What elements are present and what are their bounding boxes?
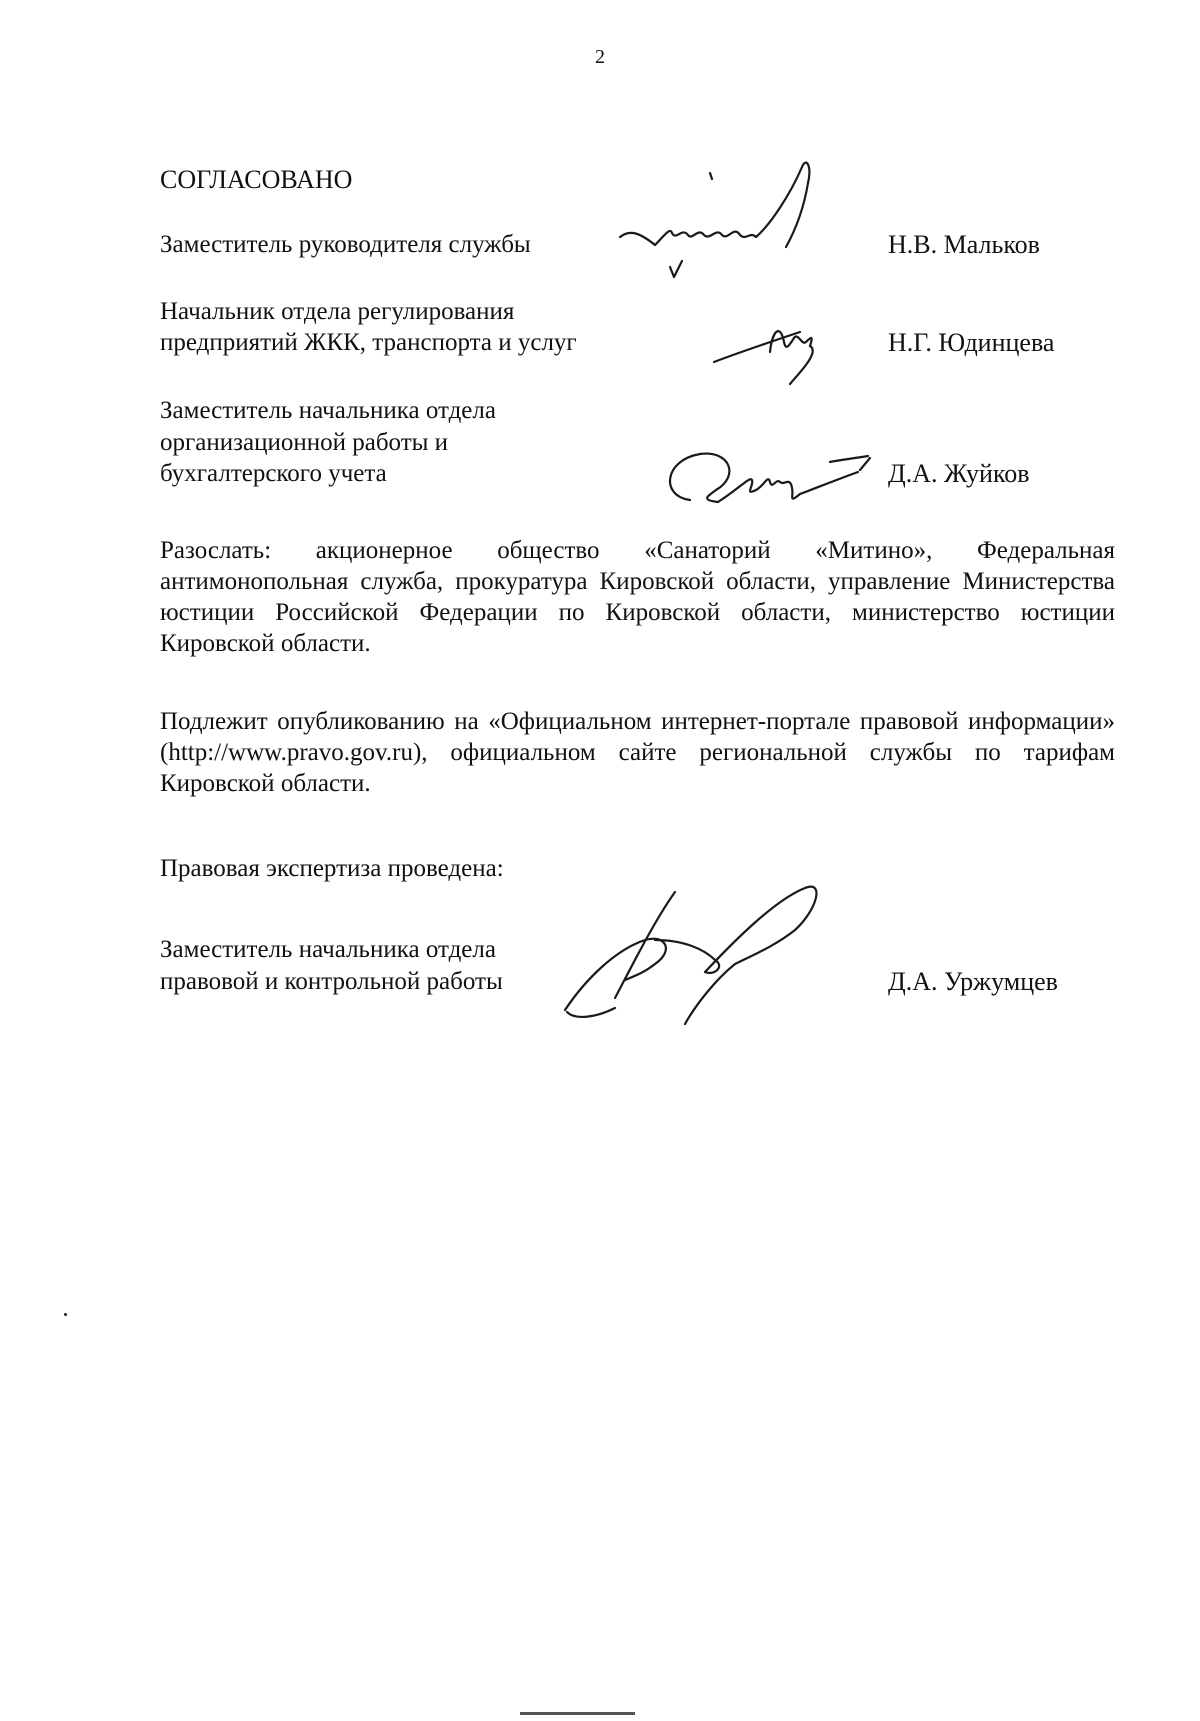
signatory-2-position-line-2: предприятий ЖКК, транспорта и услуг xyxy=(160,329,577,356)
signatory-3-position-line-3: бухгалтерского учета xyxy=(160,460,387,487)
signature-malkov xyxy=(610,155,850,290)
signatory-3-position-line-1: Заместитель начальника отдела xyxy=(160,397,496,424)
legal-review-position-line-1: Заместитель начальника отдела xyxy=(160,936,496,963)
legal-review-heading: Правовая экспертиза проведена: xyxy=(160,855,504,882)
distribution-paragraph: Разослать: акционерное общество «Санаторий «Митино», Федеральная антимонопольная служба, прокуратура Кировской области, управление Министерства юстиции Российской Федерации по Кировской области, министерство юстиции Кировской области. xyxy=(160,537,1115,657)
signatory-2-position-line-1: Начальник отдела регулирования xyxy=(160,298,515,325)
approval-heading: СОГЛАСОВАНО xyxy=(160,165,353,194)
signatory-3-position-line-2: организационной работы и xyxy=(160,429,449,456)
signatory-3-name: Д.А. Жуйков xyxy=(888,459,1030,488)
signature-yudintseva xyxy=(710,312,840,392)
signatory-1-name: Н.В. Мальков xyxy=(888,230,1040,259)
signature-zhuikov xyxy=(660,440,890,515)
scan-speck xyxy=(64,1313,67,1316)
signatory-1-position: Заместитель руководителя службы xyxy=(160,231,531,258)
page-number: 2 xyxy=(595,46,605,68)
legal-review-name: Д.А. Уржумцев xyxy=(888,967,1058,996)
signatory-2-name: Н.Г. Юдинцева xyxy=(888,328,1055,357)
publication-paragraph: Подлежит опубликованию на «Официальном интернет-портале правовой информации» (http://www.pravo.gov.ru), официальном сайте региональной службы по тарифам Кировской области. xyxy=(160,708,1115,797)
scan-edge-mark xyxy=(520,1712,635,1715)
legal-review-position-line-2: правовой и контрольной работы xyxy=(160,968,503,995)
signature-urzhumtsev xyxy=(555,880,875,1030)
